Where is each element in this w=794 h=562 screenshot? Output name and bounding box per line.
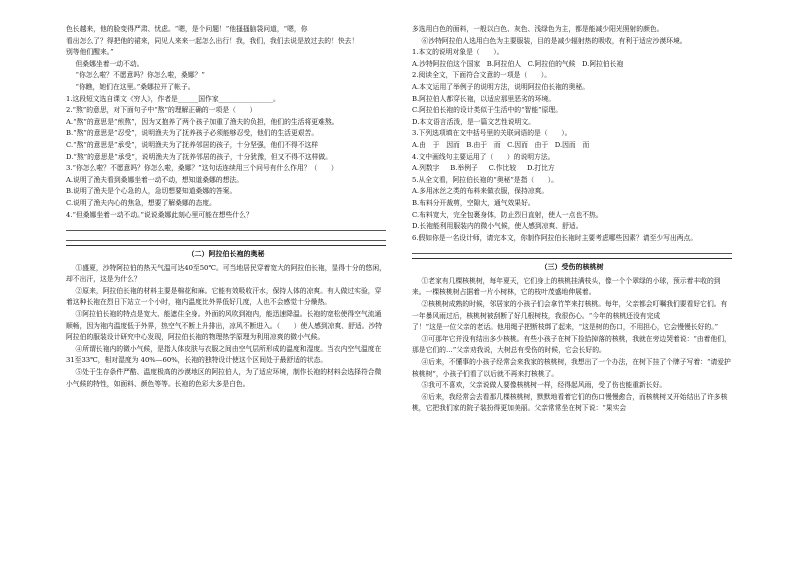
section-2-continuation-2: ⑥沙特阿拉伯人选用白色为主要服装，目的是减少辐射热的吸收，有利于适应沙漠环境。 (421, 36, 687, 45)
passage-1 (66, 24, 386, 94)
question-2-option-b: B.“熬”的意思是“忍受”，说明渔夫为了抚养孩子必须能够忍受，他们的生活更艰苦。 (66, 129, 319, 138)
r-q5-option-a: A.多用冰丝之类的布料来做衣服，保持凉爽。 (412, 187, 549, 196)
r-q4-option-d: D.打比方 (526, 164, 555, 173)
r-question-3-options (412, 140, 732, 152)
intro-line-3: 别等他们醒来。” (66, 48, 114, 57)
question-2-option-d: D.“熬”的意思是“承受”，说明渔夫为了抚养邻居的孩子，十分犹豫，但又不得不这样做。 (66, 152, 332, 161)
question-2-option-c: C.“熬”的意思是“承受”，说明渔夫为了抚养邻居的孩子，十分坚强，他们不得不这样 (66, 140, 319, 149)
section-3-para-5: ⑤我可不喜欢，父亲说做人要像核桃树一样，经得起风雨，受了伤也能重新长好。 (421, 381, 667, 390)
section-3-para-4: ④后来，不懂事的小孩子经常会来我家的核桃树，我想出了一个办法，在树下挂了个牌子写着：“请爱护核桃树”，小孩子们看了以后就不再来打核桃了。 (412, 358, 731, 378)
r-question-4: 4.文中画线句主要运用了（ ）的说明方法。 (412, 152, 555, 161)
section-divider (66, 245, 386, 246)
dialogue-line-2: “你怎么啦？不愿意吗？你怎么啦，桑娜？” (75, 71, 205, 80)
r-question-3: 3.下列选项填在文中括号里的关联词语的是（ ）。 (412, 129, 572, 138)
section-2-para-1: ①盛夏，沙特阿拉伯的热天气温可达40至50℃。可当地居民穿着宽大的阿拉伯长袍，显得十分的悠闲，却不出汗，这是为什么？ (66, 263, 386, 284)
question-1: 1.这段短文选自课文《穷人》，作者是______国作家________________。 (66, 94, 280, 103)
r-q1-option-c: C.阿拉伯的气候 (527, 59, 576, 68)
r-question-1: 1.本文的说明对象是（ ）。 (412, 48, 504, 57)
question-3-option-b: B.说明了渔夫是个心急的人，急切想要知道桑娜的答案。 (66, 187, 237, 196)
r-q1-option-a: A.沙特阿拉伯这个国家 (412, 59, 481, 68)
r-question-6: 6.假如你是一名设计师，请完本文，你制作阿拉伯长袍时主要考虑哪些因素？请至少写出两点。 (412, 233, 698, 242)
dialogue-line-3: “你瞧，她们在这里。”桑娜拉开了帐子。 (75, 82, 195, 91)
question-4: 4.“但桑娜坐着一动不动。”说说桑娜此刻心里可能在想些什么？ (66, 210, 253, 219)
section-2-para-2: ②原来，阿拉伯长袍的材料主要是棉花和麻。它能有效吸收汗水，保持人体的凉爽。有人做过实验，穿着这种长袍在烈日下站立一个小时，袍内温度比外界低好几度，人也不会感觉十分燥热。 (66, 286, 382, 307)
r-q3-option-b: B.由于 而 (466, 140, 501, 149)
section-2-para-5: ⑤处于生存条件严酷、温度极高的沙漠地区的阿拉伯人，为了适应环境，制作长袍的材料会选择符合微小气候的特性，如面料、颜色等等。长袍的色彩大多是白色。 (66, 368, 382, 388)
right-column (412, 24, 732, 415)
r-q3-option-c: C.因而 由于 (507, 140, 549, 149)
dialogue-line-1: 但桑娜坐着一动不动。 (75, 59, 144, 68)
section-3-para-2-cont: 了！”这是一位父亲的老话。他用绳子把断枝绑了起来，“这是树的伤口，不用担心，它会慢慢长好的。” (412, 323, 719, 332)
r-q5-option-b: B.布料分开裁剪，空隙大，通气效果好。 (412, 198, 535, 207)
answer-line (412, 244, 732, 254)
question-2: 2.“熬”的意思，对下面句子中“熬”的理解正确的一项是（ ） (66, 106, 257, 115)
r-q1-option-b: B.阿拉伯人 (486, 59, 522, 68)
r-q4-option-c: C.作比较 (488, 164, 517, 173)
answer-line (66, 221, 386, 231)
section-3-para-1: ①老家有几棵核桃树，每年夏天，它们身上的核桃挂满枝头，像一个个翠绿的小球，预示着丰收的到来。一棵核桃树占据着一片小树林，它的枝叶茂盛地伸展着。 (412, 276, 721, 297)
section-divider (412, 258, 732, 259)
r-q5-option-d: D.长袍能利用服装内的微小气候，使人感到凉爽、舒适。 (412, 222, 583, 231)
r-question-2: 2.阅读全文，下面符合文意的一项是（ ）。 (412, 71, 552, 80)
r-q2-option-d: D.本文语言活泼，是一篇文艺性说明文。 (412, 117, 535, 126)
question-2-option-a: A.“熬”的意思是“煎熬”，因为又抱养了两个孩子加重了渔夫的负担，他们的生活将更难熬。 (66, 117, 339, 126)
answer-line (66, 231, 386, 241)
r-question-4-options (412, 163, 732, 175)
r-q2-option-a: A.本文运用了举例子的说明方法，说明阿拉伯长袍的奥秘。 (412, 82, 589, 91)
r-q3-option-a: A.由 于 因而 (412, 140, 460, 149)
question-3: 3.“你怎么啦？不愿意吗？你怎么啦，桑娜？”这句话连续用三个问号有什么作用？（ ） (66, 164, 338, 173)
r-q2-option-c: C.阿拉伯长袍的设计类似于生活中的“智能”原理。 (412, 106, 563, 115)
question-3-option-a: A.说明了渔夫看到桑娜坐着一动不动，想知道桑娜的想法。 (66, 175, 243, 184)
section-3-para-3: ③可那年它并没有结出多少核桃。有些小孩子在树下捡拾掉落的核桃，我就在旁边哭着说：“由着他们，那是它们的…”父亲劝我说，大树总有受伤的时候，它会长好的。 (412, 334, 731, 355)
section-3-title: （三）受伤的核桃树 (540, 262, 604, 272)
intro-line-1: 色长越来，他的脸变得严肃、忧虑。“嗯，是个问题！”他搔搔脑袋问道，“嗯，你 (66, 25, 308, 33)
question-3-option-c: C.说明了渔夫内心的焦急，想要了解桑娜的态度。 (66, 198, 216, 207)
r-question-5: 5.从全文看，阿拉伯长袍的“奥秘”是指（ ）。 (412, 175, 558, 184)
section-2-title: （二）阿拉伯长袍的奥秘 (187, 249, 265, 259)
r-q2-option-b: B.阿拉伯人都穿长袍，以适应那里恶劣的环境。 (412, 94, 556, 103)
r-q5-option-c: C.布料宽大，完全包裹身体，防止烈日直射，使人一点也不热。 (412, 210, 603, 219)
section-2-continuation-1: 多选用白色的面料，一般以白色、灰色、浅绿色为主，都是能减少阳光照射的颜色。 (412, 25, 664, 33)
r-q4-option-b: B.举例子 (450, 164, 478, 173)
r-q1-option-d: D.阿拉伯长袍 (581, 59, 624, 68)
r-question-1-options (412, 59, 732, 71)
section-2-para-3: ③阿拉伯长袍的特点是宽大、能遮住全身。外面的风吹到袍内，能迅速降温。长袍的宽松使得空气流通顺畅，因为袍内温度低于外界，热空气不断上升排出，凉风不断进入。（ ）使人感到凉爽、舒适。沙特阿拉伯的服装设计研究中心发现，阿拉伯长袍的物理热学原理为利用凉爽的微小气候。 (66, 310, 383, 342)
left-column (66, 24, 386, 390)
r-q4-option-a: A.列数字 (412, 164, 440, 173)
section-2-para-4: ④所谓长袍内的微小气候，是指人体皮肤与衣服之间由空气层所形成的温度和湿度。当衣内空气温度在 31至33℃，相对湿度为 40%—60%，长袍的独特设计使这个区间处于最舒适的状态。 (66, 344, 382, 365)
section-3-para-2: ②核桃树成熟的时候，邻居家的小孩子们会拿竹竿来打核桃。每年，父亲都会叮嘱我们要看好它们。有一年暴风雨过后，核桃树被刮断了好几根树枝，我很伤心。“今年的核桃还没有完成 (412, 300, 728, 320)
section-3-para-6: ⑥后来，我经常会去看那几棵核桃树，默默地看着它们的伤口慢慢愈合，而核桃树又开始结出了许多核桃，它把我们家的院子装扮得更加美丽。父亲常常坐在树下说：“果实会 (412, 392, 728, 413)
intro-line-2: 看出怎么了？得把他的裙来，同见人来来一起怎么出行！我，我们，我们去说是放过去的！快去！ (66, 36, 359, 45)
r-q3-option-d: D.因而 而 (554, 140, 590, 149)
